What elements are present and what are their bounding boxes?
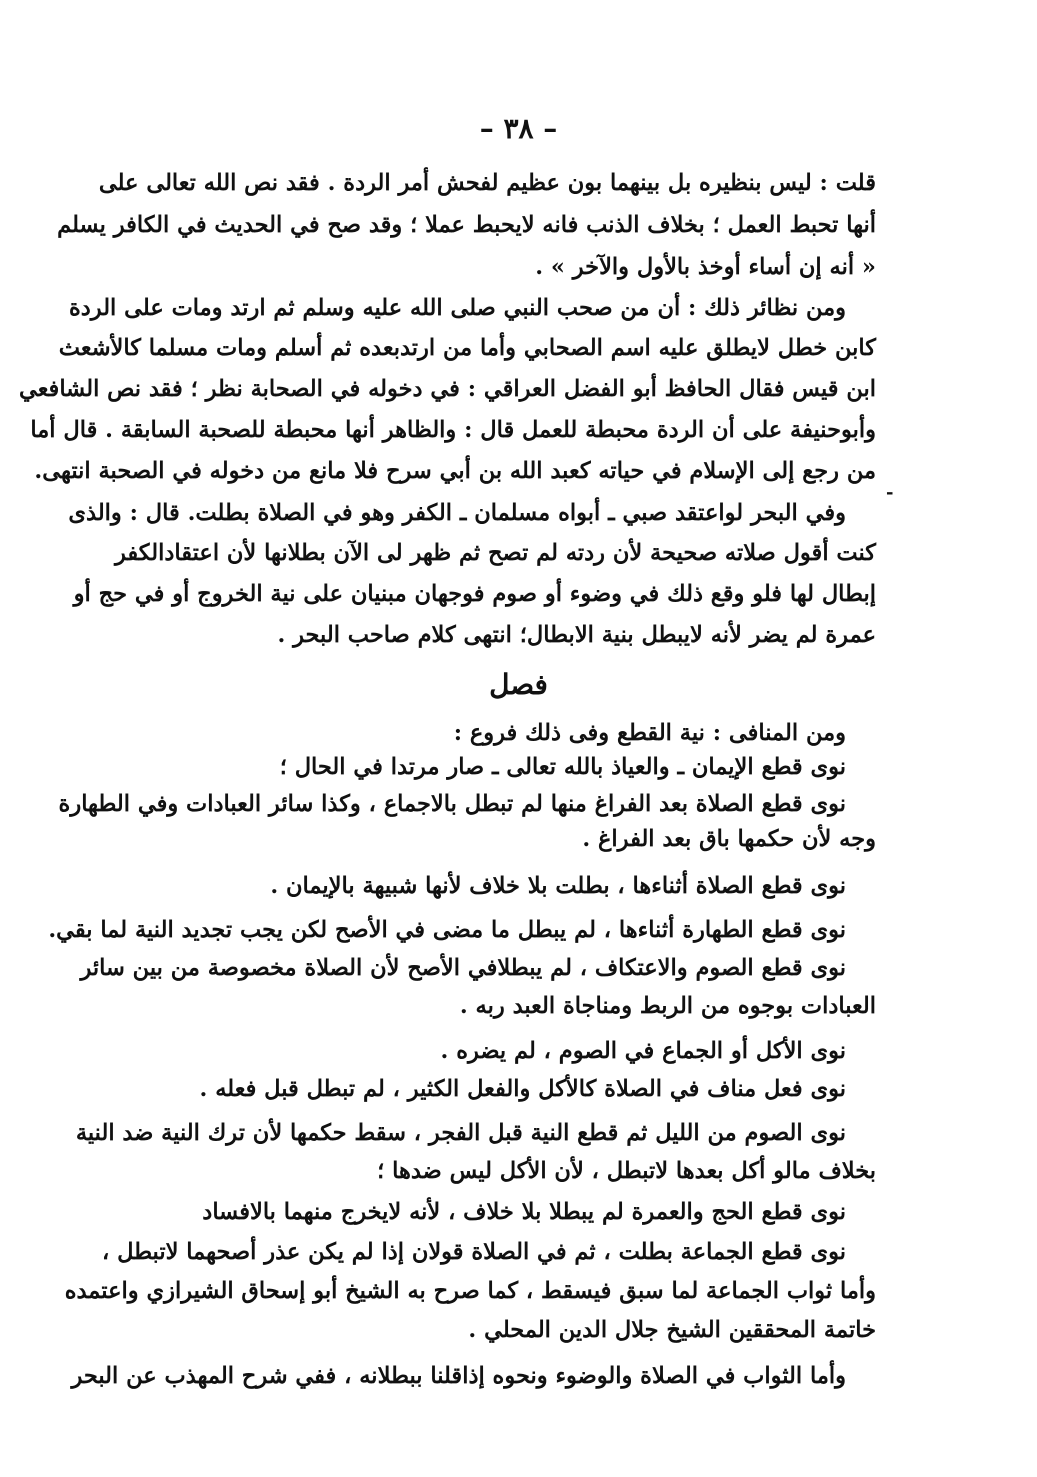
- text-line: إبطال لها فلو وقع ذلك في وضوء أو صوم فوجهان مبنيان على نية الخروج أو في حج أو: [73, 581, 876, 607]
- text-line: قلت : ليس بنظيره بل بينهما بون عظيم لفحش أمر الردة . فقد نص الله تعالى على: [98, 170, 876, 196]
- text-line: العبادات بوجوه من الربط ومناجاة العبد ربه .: [459, 993, 876, 1019]
- text-line: نوى قطع الصوم والاعتكاف ، لم يبطلافي الأصح لأن الصلاة مخصوصة من بين سائر: [80, 955, 846, 981]
- text-line: وفي البحر لواعتقد صبي ـ أبواه مسلمان ـ الكفر وهو في الصلاة بطلت. قال : والذى: [68, 500, 846, 526]
- text-line: خاتمة المحققين الشيخ جلال الدين المحلي .: [468, 1317, 876, 1343]
- text-line: بخلاف مالو أكل بعدها لاتبطل ، لأن الأكل ليس ضدها ؛: [377, 1158, 876, 1184]
- text-line: وأبوحنيفة على أن الردة محبطة للعمل قال : والظاهر أنها محبطة للصحبة السابقة . قال أما: [30, 417, 876, 443]
- text-line: نوى قطع الصلاة بعد الفراغ منها لم تبطل بالاجماع ، وكذا سائر العبادات وفي الطهارة: [58, 791, 846, 817]
- text-line: كنت أقول صلاته صحيحة لأن ردته لم تصح ثم ظهر لى الآن بطلانها لأن اعتقادالكفر: [115, 540, 876, 566]
- text-line: نوى قطع الحج والعمرة لم يبطلا بلا خلاف ، لأنه لايخرج منهما بالافساد: [202, 1199, 846, 1225]
- text-line: ابن قيس فقال الحافظ أبو الفضل العراقي : في دخوله في الصحابة نظر ؛ فقد نص الشافعي: [18, 376, 876, 402]
- text-line: نوى قطع الإيمان ـ والعياذ بالله تعالى ـ صار مرتدا في الحال ؛: [279, 754, 846, 780]
- text-line: نوى الأكل أو الجماع في الصوم ، لم يضره .: [440, 1038, 846, 1064]
- text-line: نوى قطع الجماعة بطلت ، ثم في الصلاة قولان إذا لم يكن عذر أصحهما لاتبطل ،: [101, 1239, 846, 1265]
- text-line: نوى الصوم من الليل ثم قطع النية قبل الفجر ، سقط حكمها لأن ترك النية ضد النية: [75, 1120, 846, 1146]
- text-line: وأما ثواب الجماعة لما سبق فيسقط ، كما صرح به الشيخ أبو إسحاق الشيرازي واعتمده: [64, 1278, 876, 1304]
- text-line: من رجع إلى الإسلام في حياته كعبد الله بن أبي سرح فلا مانع من دخوله في الصحبة انتهى.: [34, 458, 876, 484]
- text-line: نوى فعل مناف في الصلاة كالأكل والفعل الكثير ، لم تبطل قبل فعله .: [199, 1076, 846, 1102]
- text-line: ومن المنافى : نية القطع وفى ذلك فروع :: [453, 720, 846, 746]
- text-line: كابن خطل لايطلق عليه اسم الصحابي وأما من ارتدبعده ثم أسلم ومات مسلما كالأشعث: [58, 335, 876, 361]
- section-heading: فصل: [489, 668, 548, 701]
- text-line: وأما الثواب في الصلاة والوضوء ونحوه إذاقلنا ببطلانه ، ففي شرح المهذب عن البحر: [71, 1363, 846, 1389]
- text-line: عمرة لم يضر لأنه لايبطل بنية الابطال؛ انتهى كلام صاحب البحر .: [277, 622, 876, 648]
- text-line: نوى قطع الطهارة أثناءها ، لم يبطل ما مضى في الأصح لكن يجب تجديد النية لما بقي.: [48, 917, 846, 943]
- text-line: « أنه إن أساء أوخذ بالأول والآخر » .: [535, 254, 876, 280]
- text-line: ومن نظائر ذلك : أن من صحب النبي صلى الله عليه وسلم ثم ارتد ومات على الردة: [68, 295, 846, 321]
- page-number: – ٣٨ –: [479, 112, 558, 145]
- text-line: وجه لأن حكمها باق بعد الفراغ .: [582, 826, 876, 852]
- text-line: أنها تحبط العمل ؛ بخلاف الذنب فانه لايحبط عملا ؛ وقد صح في الحديث في الكافر يسلم: [57, 212, 876, 238]
- margin-mark: -: [886, 482, 894, 503]
- text-line: نوى قطع الصلاة أثناءها ، بطلت بلا خلاف لأنها شبيهة بالإيمان .: [270, 873, 846, 899]
